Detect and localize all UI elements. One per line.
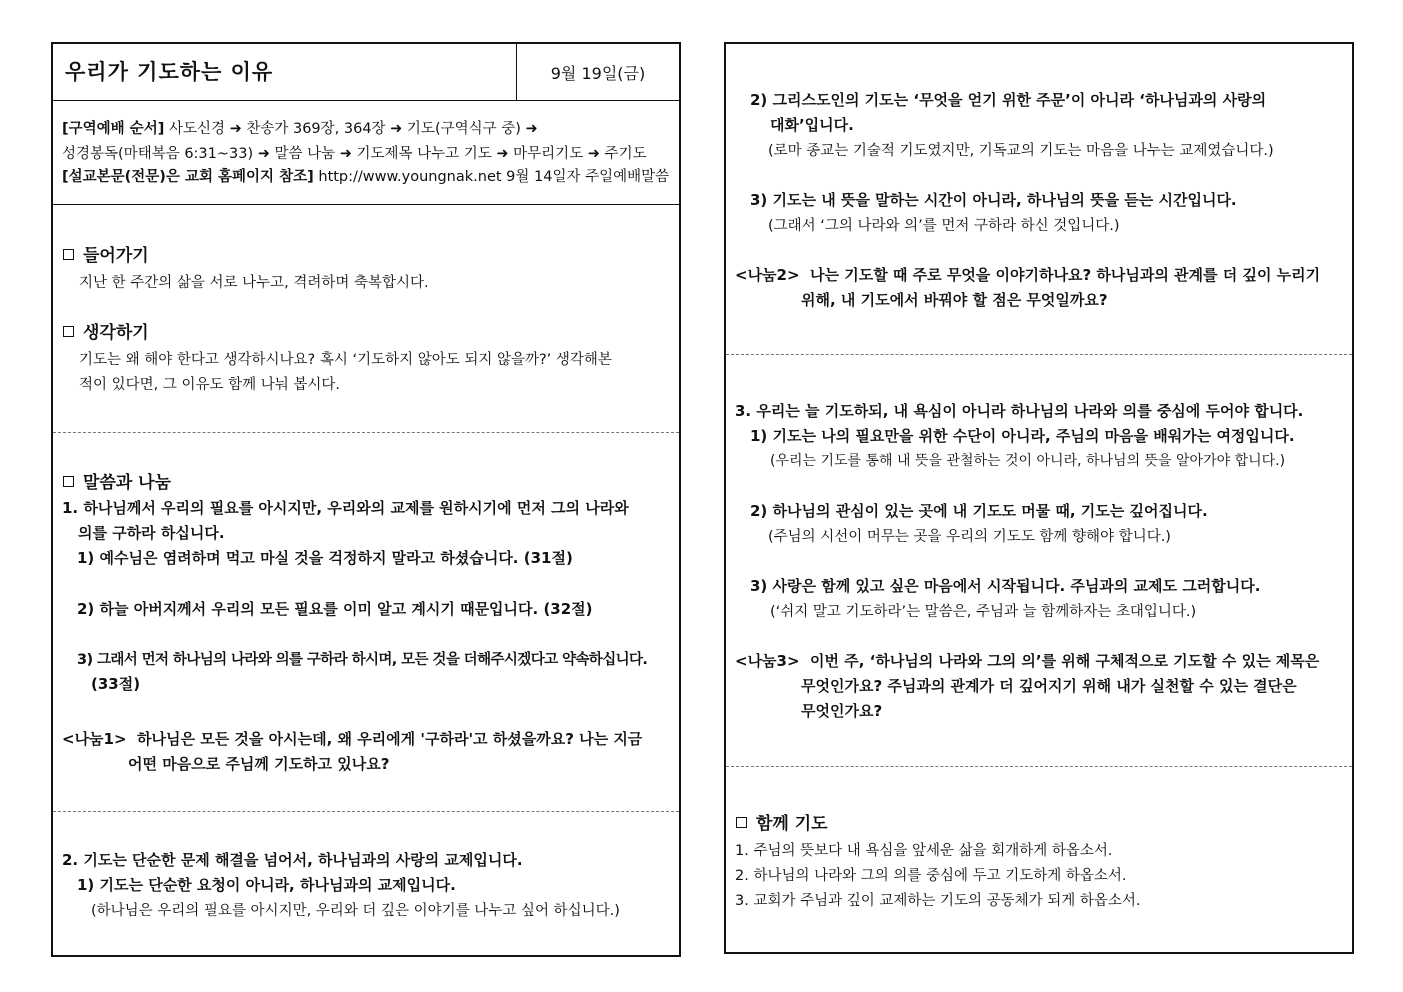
point-1-line-1: 1. 하나님께서 우리의 필요를 아시지만, 우리와의 교제를 원하시기에 먼저 그의 나라와 bbox=[62, 499, 629, 517]
think-heading: 생각하기 bbox=[63, 318, 149, 343]
date-text: 9월 19일(금) bbox=[550, 64, 646, 83]
order-line-1 bbox=[62, 117, 538, 138]
order-text-1: 사도신경 ➜ 찬송가 369장, 364장 ➜ 기도(구역식구 중) ➜ bbox=[164, 121, 538, 137]
share-1-label: <나눔1> bbox=[62, 730, 127, 748]
prayer-item: 3. 교회가 주님과 깊이 교제하는 기도의 공동체가 되게 하옵소서. bbox=[735, 893, 1141, 909]
think-text-2: 적이 있다면, 그 이유도 함께 나눠 봅시다. bbox=[79, 377, 340, 393]
point-1-sub-3-line-1: 3) 그래서 먼저 하나님의 나라와 의를 구하라 하시며, 모든 것을 더해주시겠다고 약속하십니다. bbox=[77, 652, 648, 668]
point-3-sub-1-note: (우리는 기도를 통해 내 뜻을 관철하는 것이 아니라, 하나님의 뜻을 알아가야 합니다.) bbox=[770, 453, 1286, 469]
worship-order bbox=[53, 100, 679, 205]
left-panel bbox=[51, 42, 681, 957]
share-1-line-2: 어떤 마음으로 주님께 기도하고 있나요? bbox=[128, 755, 390, 773]
share-2-label: <나눔2> bbox=[735, 266, 800, 284]
point-2-sub-2-line-1: 2) 그리스도인의 기도는 ‘무엇을 얻기 위한 주문’이 아니라 ‘하나님과의 사랑의 bbox=[750, 91, 1267, 109]
share-2-line-1: <나눔2> 나는 기도할 때 주로 무엇을 이야기하나요? 하나님과의 관계를 더 깊이 누리기 bbox=[735, 266, 1321, 284]
divider bbox=[726, 354, 1352, 355]
divider bbox=[726, 766, 1352, 767]
right-panel bbox=[724, 42, 1354, 954]
order-label: [구역예배 순서] bbox=[62, 121, 165, 137]
pray-heading: 함께 기도 bbox=[736, 809, 828, 834]
point-2-sub-2-line-2: 대화’입니다. bbox=[770, 116, 854, 134]
point-1-sub-2: 2) 하늘 아버지께서 우리의 모든 필요를 이미 알고 계시기 때문입니다. (32절) bbox=[77, 600, 593, 618]
share-3-label: <나눔3> bbox=[735, 652, 800, 670]
think-text-1: 기도는 왜 해야 한다고 생각하시나요? 혹시 ‘기도하지 않아도 되지 않을까?’ 생각해본 bbox=[79, 352, 612, 368]
intro-text: 지난 한 주간의 삶을 서로 나누고, 격려하며 축복합시다. bbox=[79, 275, 429, 291]
word-heading: 말씀과 나눔 bbox=[63, 468, 171, 493]
point-3-sub-1: 1) 기도는 나의 필요만을 위한 수단이 아니라, 주님의 마음을 배워가는 여정입니다. bbox=[750, 427, 1295, 445]
order-line-3 bbox=[62, 165, 669, 186]
date-cell bbox=[516, 44, 679, 100]
prayer-item: 1. 주님의 뜻보다 내 욕심을 앞세운 삶을 회개하게 하옵소서. bbox=[735, 843, 1113, 859]
checkbox-icon bbox=[63, 249, 74, 260]
prayer-item: 2. 하나님의 나라와 그의 의를 중심에 두고 기도하게 하옵소서. bbox=[735, 868, 1127, 884]
point-2: 2. 기도는 단순한 문제 해결을 넘어서, 하나님과의 사랑의 교제입니다. bbox=[62, 851, 523, 869]
page-title: 우리가 기도하는 이유 bbox=[65, 60, 274, 84]
point-1-line-2: 의를 구하라 하십니다. bbox=[78, 524, 225, 542]
share-2-line-2: 위해, 내 기도에서 바꿔야 할 점은 무엇일까요? bbox=[801, 291, 1108, 309]
share-3-line-2: 무엇인가요? 주님과의 관계가 더 깊어지기 위해 내가 실천할 수 있는 결단은 bbox=[801, 677, 1297, 695]
point-3-sub-2-note: (주님의 시선이 머무는 곳을 우리의 기도도 함께 향해야 합니다.) bbox=[768, 529, 1171, 545]
share-3-line-3: 무엇인가요? bbox=[801, 702, 883, 720]
share-1-line-1: <나눔1> 하나님은 모든 것을 아시는데, 왜 우리에게 '구하라'고 하셨을까요? 나는 지금 bbox=[62, 730, 643, 748]
point-2-sub-3: 3) 기도는 내 뜻을 말하는 시간이 아니라, 하나님의 뜻을 듣는 시간입니다. bbox=[750, 191, 1237, 209]
intro-heading: 들어가기 bbox=[63, 241, 149, 266]
sermon-label: [설교본문(전문)은 교회 홈페이지 참조] bbox=[62, 169, 314, 185]
sermon-link-text: http://www.youngnak.net 9월 14일자 주일예배말씀 bbox=[313, 169, 670, 185]
checkbox-icon bbox=[63, 326, 74, 337]
order-line-2: 성경봉독(마태복음 6:31~33) ➜ 말씀 나눔 ➜ 기도제목 나누고 기도 ➜ 마무리기도 ➜ 주기도 bbox=[62, 146, 647, 162]
point-3: 3. 우리는 늘 기도하되, 내 욕심이 아니라 하나님의 나라와 의를 중심에 두어야 합니다. bbox=[735, 402, 1304, 420]
point-2-sub-1-note: (하나님은 우리의 필요를 아시지만, 우리와 더 깊은 이야기를 나누고 싶어 하십니다.) bbox=[91, 903, 620, 919]
divider bbox=[53, 432, 679, 433]
point-2-sub-2-note: (로마 종교는 기술적 기도였지만, 기독교의 기도는 마음을 나누는 교제였습니다.) bbox=[768, 143, 1274, 159]
point-1-sub-3-line-2: (33절) bbox=[91, 675, 141, 693]
checkbox-icon bbox=[63, 476, 74, 487]
point-3-sub-3-note: (‘쉬지 말고 기도하라’는 말씀은, 주님과 늘 함께하자는 초대입니다.) bbox=[770, 604, 1197, 620]
title-row bbox=[53, 44, 679, 101]
divider bbox=[53, 811, 679, 812]
point-2-sub-1: 1) 기도는 단순한 요청이 아니라, 하나님과의 교제입니다. bbox=[77, 876, 456, 894]
point-3-sub-2: 2) 하나님의 관심이 있는 곳에 내 기도도 머물 때, 기도는 깊어집니다. bbox=[750, 502, 1208, 520]
point-2-sub-3-note: (그래서 ‘그의 나라와 의’를 먼저 구하라 하신 것입니다.) bbox=[768, 218, 1120, 234]
share-3-line-1: <나눔3> 이번 주, ‘하나님의 나라와 그의 의’를 위해 구체적으로 기도할 수 있는 제목은 bbox=[735, 652, 1320, 670]
point-1-sub-1: 1) 예수님은 염려하며 먹고 마실 것을 걱정하지 말라고 하셨습니다. (31절) bbox=[77, 549, 573, 567]
point-3-sub-3: 3) 사랑은 함께 있고 싶은 마음에서 시작됩니다. 주님과의 교제도 그러합니다. bbox=[750, 577, 1261, 595]
checkbox-icon bbox=[736, 817, 747, 828]
